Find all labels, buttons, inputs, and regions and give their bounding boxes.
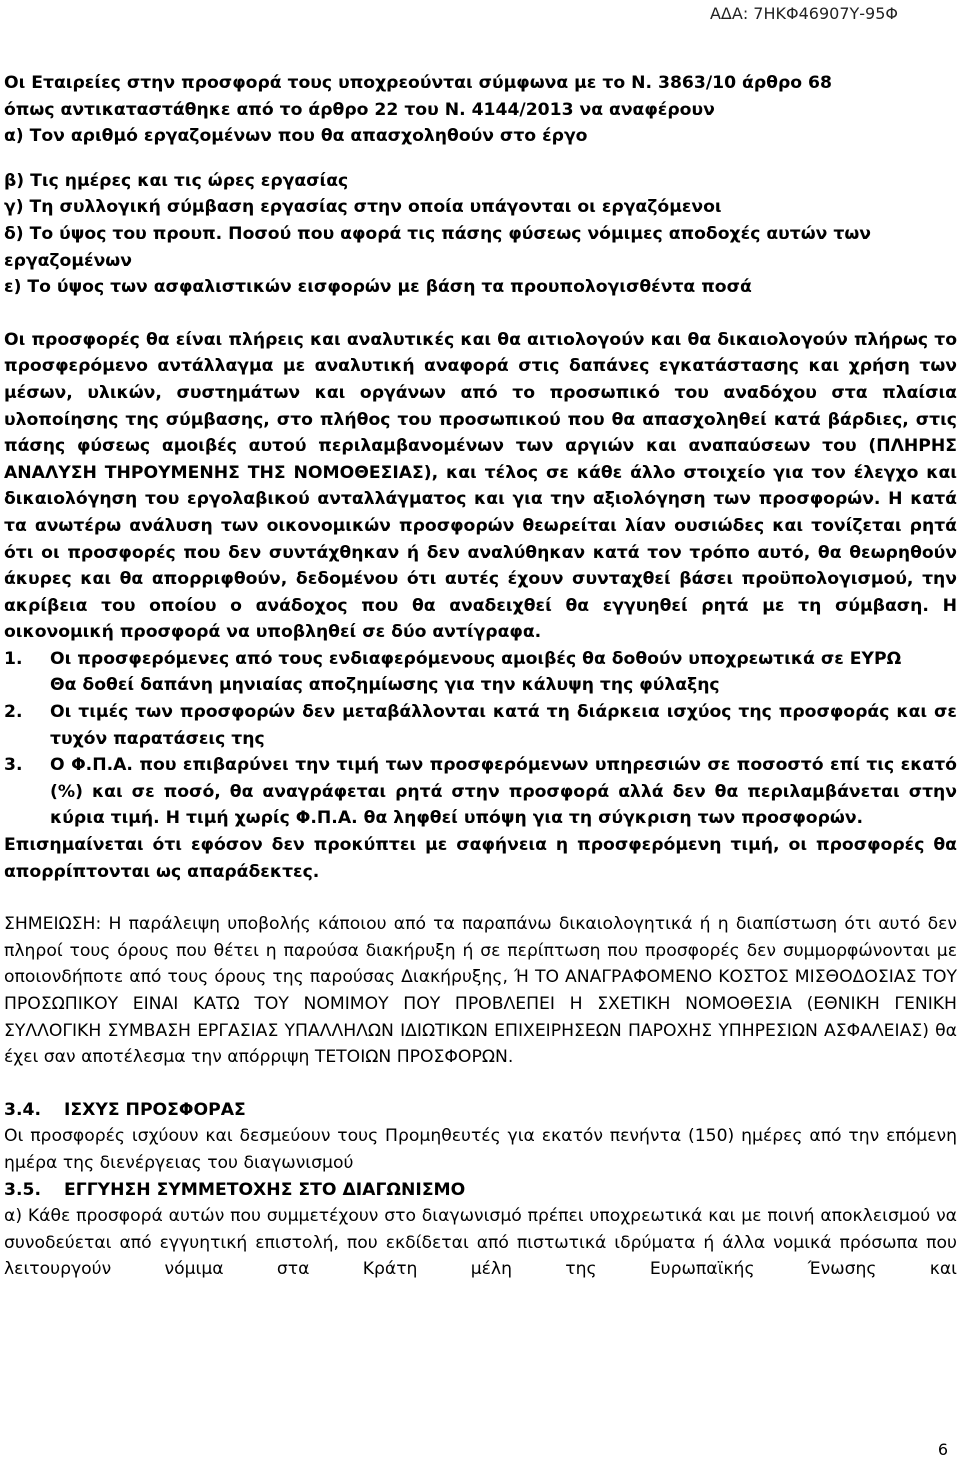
numbered-item [4, 646, 957, 699]
numbered-item [4, 752, 957, 832]
section-text: Οι προσφορές ισχύουν και δεσμεύουν τους Προμηθευτές για εκατόν πενήντα (150) ημέρες από την επόμενη ημέρα της διενέργειας του διαγωνισμού [4, 1126, 957, 1173]
item-text: Οι προσφερόμενες από τους ενδιαφερόμενους αμοιβές θα δοθούν υποχρεωτικά σε ΕΥΡΩ [50, 648, 902, 669]
section-title: ΙΣΧΥΣ ΠΡΟΣΦΟΡΑΣ [64, 1099, 246, 1120]
section-number: 3.5. [4, 1179, 41, 1200]
section-number: 3.4. [4, 1099, 41, 1120]
item-extra: Θα δοθεί δαπάνη μηνιαίας αποζημίωσης για την κάλυψη της φύλαξης [50, 675, 720, 696]
numbered-item [4, 699, 957, 752]
text-line: όπως αντικαταστάθηκε από το άρθρο 22 του Ν. 4144/2013 να αναφέρουν [4, 99, 715, 120]
emphasis-paragraph: Επισημαίνεται ότι εφόσον δεν προκύπτει με σαφήνεια η προσφερόμενη τιμή, οι προσφορές θα απορρίπτονται ως απαράδεκτες. [4, 835, 957, 882]
item-number: 2. [4, 702, 23, 723]
text-line: β) Τις ημέρες και τις ώρες εργασίας [4, 170, 349, 191]
text-line: Οι Εταιρείες στην προσφορά τους υποχρεούνται σύμφωνα με το Ν. 3863/10 άρθρο 68 [4, 73, 832, 93]
text-line: γ) Τη συλλογική σύμβαση εργασίας στην οποία υπάγονται οι εργαζόμενοι [4, 197, 722, 218]
text-line: ε) Το ύψος των ασφαλιστικών εισφορών με βάση τα προυπολογισθέντα ποσά [4, 277, 752, 298]
offers-paragraph: Οι προσφορές θα είναι πλήρεις και αναλυτικές και θα αιτιολογούν και θα δικαιολογούν πλήρως το προσφερόμενο αντάλλαγμα με αναλυτική αναφορά στις δαπάνες εγκατάστασης και χρήση των μέσων, υλικών, συστημάτων και οργάνων από το προσωπικό του αναδόχου στα πλαίσια υλοποίησης της σύμβασης, στο πλήθος του προσωπικού που θα απασχοληθεί κατά βάρδιες, στις πάσης φύσεως αμοιβές αυτού περιλαμβανομένων των αργιών και αναπαύσεων του (ΠΛΗΡΗΣ ΑΝΑΛΥΣΗ ΤΗΡΟΥΜΕΝΗΣ ΤΗΣ ΝΟΜΟΘΕΣΙΑΣ), και τέλος σε κάθε άλλο στοιχείο για τον έλεγχο και δικαιολόγηση του εργολαβικού ανταλλάγματος και για την αξιολόγηση των προσφορών. Η κατά τα ανωτέρω ανάλυση των οικονομικών προσφορών θεωρείται λίαν ουσιώδες και τονίζεται ρητά ότι οι προσφορές που δεν συντάχθηκαν ή δεν αναλύθηκαν κατά τον τρόπο αυτό, θα θεωρηθούν άκυρες και θα απορριφθούν, δεδομένου ότι αυτές έχουν συνταχθεί βάσει προϋπολογισμού, την ακρίβεια του οποίου ο ανάδοχος που θα αναδειχθεί θα εγγυηθεί ρητά με τη σύμβαση. Η οικονομική προσφορά να υποβληθεί σε δύο αντίγραφα. [4, 329, 957, 643]
section-title: ΕΓΓΥΗΣΗ ΣΥΜΜΕΤΟΧΗΣ ΣΤΟ ΔΙΑΓΩΝΙΣΜΟ [64, 1179, 466, 1200]
item-number: 1. [4, 648, 23, 669]
item-text: Οι τιμές των προσφορών δεν μεταβάλλονται κατά τη διάρκεια ισχύος της προσφοράς και σε τυχόν παρατάσεις της [50, 702, 957, 749]
section-text: α) Κάθε προσφορά αυτών που συμμετέχουν στο διαγωνισμό πρέπει υποχρεωτικά και με ποινή αποκλεισμού να συνοδεύεται από εγγυητική επιστολή, που εκδίδεται από πιστωτικά ιδρύματα ή άλλα νομικά πρόσωπα που λειτουργούν νόμιμα στα Κράτη μέλη της Ευρωπαϊκής Ένωσης και [4, 1206, 957, 1280]
item-text: Ο Φ.Π.Α. που επιβαρύνει την τιμή των προσφερόμενων υπηρεσιών σε ποσοστό επί τις εκατό (%) και σε ποσό, θα αναγράφεται ρητά στην προσφορά αλλά δεν θα περιλαμβάνεται στην κύρια τιμή. Η τιμή χωρίς Φ.Π.Α. θα ληφθεί υπόψη για τη σύγκριση των προσφορών. [50, 755, 957, 829]
block-requirements [4, 70, 957, 301]
ada-header: ΑΔΑ: 7ΗΚΦ46907Υ-95Φ [709, 4, 898, 23]
page-number: 6 [937, 1440, 948, 1459]
item-number: 3. [4, 755, 23, 776]
section-heading [4, 1097, 957, 1124]
text-line: δ) Το ύψος του προυπ. Ποσού που αφορά τις πάσης φύσεως νόμιμες αποδοχές αυτών των εργαζομένων [4, 223, 871, 271]
note-paragraph: ΣΗΜΕΙΩΣΗ: Η παράλειψη υποβολής κάποιου από τα παραπάνω δικαιολογητικά ή η διαπίστωση ότι αυτό δεν πληροί τους όρους που θέτει η παρούσα διακήρυξη ή σε περίπτωση που προσφορές δεν συμμορφώνονται με οποιονδήποτε από τους όρους της παρούσας Διακήρυξης, Ή ΤΟ ΑΝΑΓΡΑΦΟΜΕΝΟ ΚΟΣΤΟΣ ΜΙΣΘΟΔΟΣΙΑΣ ΤΟΥ ΠΡΟΣΩΠΙΚΟΥ ΕΙΝΑΙ ΚΑΤΩ ΤΟΥ ΝΟΜΙΜΟΥ ΠΟΥ ΠΡΟΒΛΕΠΕΙ Η ΣΧΕΤΙΚΗ ΝΟΜΟΘΕΣΙΑ (ΕΘΝΙΚΗ ΓΕΝΙΚΗ ΣΥΛΛΟΓΙΚΗ ΣΥΜΒΑΣΗ ΕΡΓΑΣΙΑΣ ΥΠΑΛΛΗΛΩΝ ΙΔΙΩΤΙΚΩΝ ΕΠΙΧΕΙΡΗΣΕΩΝ ΠΑΡΟΧΗΣ ΥΠΗΡΕΣΙΩΝ ΑΣΦΑΛΕΙΑΣ) θα έχει σαν αποτέλεσμα την απόρριψη ΤΕΤΟΙΩΝ ΠΡΟΣΦΟΡΩΝ. [4, 914, 957, 1068]
document-body [4, 70, 957, 1283]
text-line: α) Τον αριθμό εργαζομένων που θα απασχοληθούν στο έργο [4, 126, 588, 147]
section-heading [4, 1177, 957, 1204]
